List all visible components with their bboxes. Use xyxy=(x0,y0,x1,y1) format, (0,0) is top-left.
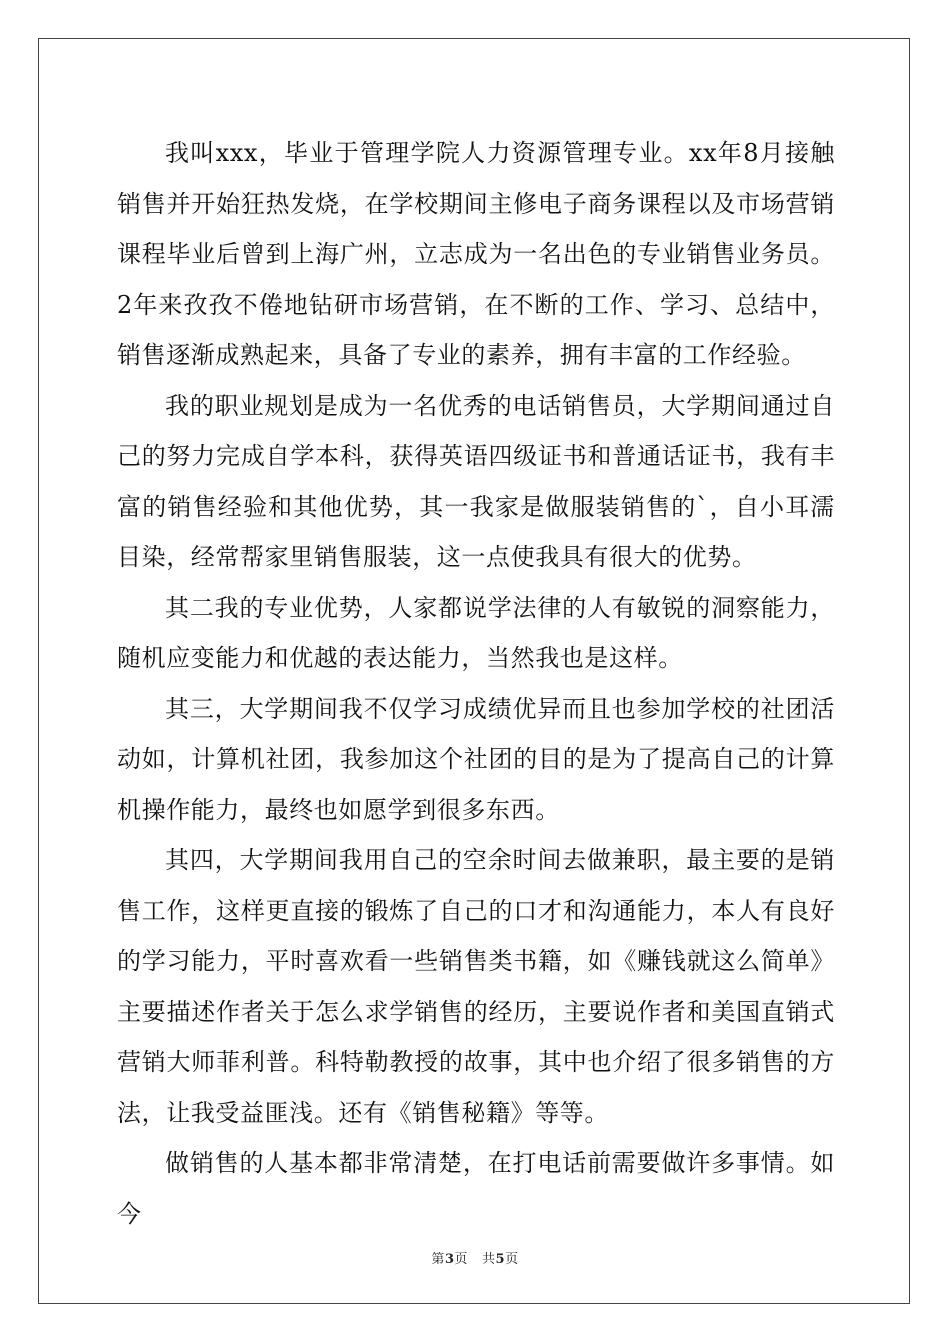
page-suffix: 页 xyxy=(454,1252,468,1267)
total-page-number: 5 xyxy=(495,1252,506,1267)
paragraph-3: 其二我的专业优势，人家都说学法律的人有敏锐的洞察能力，随机应变能力和优越的表达能力，当然我也是这样。 xyxy=(117,593,835,672)
total-suffix: 页 xyxy=(505,1252,519,1267)
paragraph-1: 我叫xxx，毕业于管理学院人力资源管理专业。xx年8月接触销售并开始狂热发烧，在学校期间主修电子商务课程以及市场营销课程毕业后曾到上海广州，立志成为一名出色的专业销售业务员。2年来孜孜不倦地钻研市场营销，在不断的工作、学习、总结中，销售逐渐成熟起来，具备了专业的素养，拥有丰富的工作经验。 xyxy=(117,139,835,369)
total-prefix: 共 xyxy=(482,1252,496,1267)
current-page-number: 3 xyxy=(444,1252,455,1267)
paragraph-6: 做销售的人基本都非常清楚，在打电话前需要做许多事情。如今 xyxy=(117,1149,835,1228)
paragraph-5: 其四，大学期间我用自己的空余时间去做兼职，最主要的是销售工作，这样更直接的锻炼了自己的口才和沟通能力，本人有良好的学习能力，平时喜欢看一些销售类书籍，如《赚钱就这么简单》主要描述作者关于怎么求学销售的经历，主要说作者和美国直销式营销大师菲利普。科特勒教授的故事，其中也介绍了很多销售的方法，让我受益匪浅。还有《销售秘籍》等等。 xyxy=(117,846,835,1127)
page-prefix: 第 xyxy=(431,1252,445,1267)
page-footer xyxy=(0,1248,950,1267)
document-body xyxy=(117,128,835,1239)
paragraph-2: 我的职业规划是成为一名优秀的电话销售员，大学期间通过自己的努力完成自学本科，获得英语四级证书和普通话证书，我有丰富的销售经验和其他优势，其一我家是做服装销售的`，自小耳濡目染，经常帮家里销售服装，这一点使我具有很大的优势。 xyxy=(117,391,835,571)
paragraph-4: 其三，大学期间我不仅学习成绩优异而且也参加学校的社团活动如，计算机社团，我参加这个社团的目的是为了提高自己的计算机操作能力，最终也如愿学到很多东西。 xyxy=(117,694,835,824)
